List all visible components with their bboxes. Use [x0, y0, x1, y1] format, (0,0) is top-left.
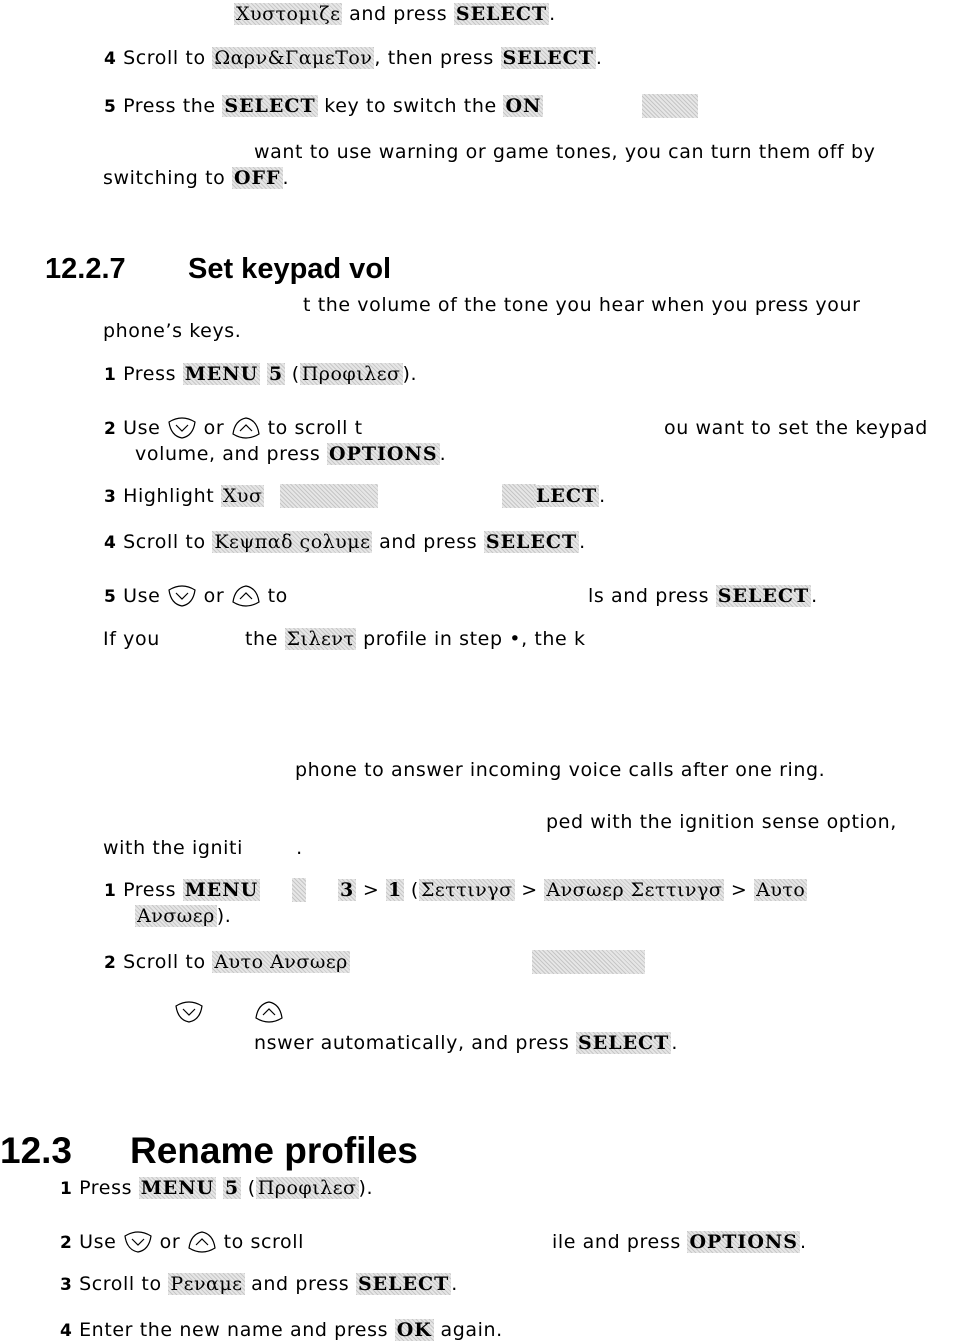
step-1: 1 Press MENU 5 ( Προφιλεσ ). [60, 1177, 374, 1199]
step-2-fragment: ile and press OPTIONS . [552, 1231, 807, 1253]
step-1-fragment: 3 > 1 ( Σεττινγσ > Ανσωερ Σεττινγσ > Αυτο [340, 879, 806, 901]
ok-key: OK [396, 1319, 432, 1341]
section-number: 12.2.7 [45, 253, 126, 285]
ignition-note-line-2: with the igniti . [103, 837, 303, 859]
off-value: OFF [234, 167, 281, 189]
on-value: ON [505, 95, 542, 117]
step-5-fragment: ls and press SELECT . [588, 585, 818, 607]
intro-line-1: t the volume of the tone you hear when you press your [303, 294, 861, 316]
menu-key: MENU [184, 879, 259, 901]
step-1: 1 Press MENU 5 ( Προφιλεσ ). [104, 363, 418, 385]
menu-option-warn-game-tone: Ωαρν&ΓαμεΤον [214, 47, 373, 69]
scroll-down-icon [123, 1230, 153, 1254]
step-number: 1 [60, 1179, 73, 1199]
select-key: SELECT [717, 585, 810, 607]
step-4: 4 Enter the new name and press OK again. [60, 1319, 503, 1341]
intro-line-2: phone’s keys. [103, 320, 242, 342]
step-4: 4 Scroll to Ωαρν&ΓαμεΤον , then press SELECT . [104, 47, 603, 69]
step-2-fragment: ou want to set the keypad [664, 417, 928, 439]
select-key: SELECT [502, 47, 594, 69]
menu-option-profiles: Προφιλεσ [257, 1177, 357, 1199]
step-number: 4 [60, 1321, 73, 1341]
step-3-continuation: Χυστομιζε and press SELECT . [236, 3, 556, 25]
note-fragment-1: If you [103, 628, 160, 650]
step-3: 3 Highlight Χυσ [104, 485, 263, 507]
scroll-up-icon [254, 1000, 284, 1024]
menu-option-silent: Σιλεντ [286, 628, 355, 650]
menu-option-auto-answer: Αυτο Ανσωερ [214, 951, 348, 973]
section-title: Rename profiles [130, 1130, 418, 1171]
step-2-line-2: volume, and press OPTIONS . [135, 443, 447, 465]
menu-option-customize: Χυστομιζε [236, 3, 341, 25]
nav-icons-row-2 [254, 1000, 284, 1024]
select-key: SELECT [485, 531, 578, 553]
scroll-down-icon [167, 416, 197, 440]
scroll-down-icon [167, 584, 197, 608]
menu-key: MENU [184, 363, 259, 385]
step-4: 4 Scroll to Κεψπαδ ςολυμε and press SELECT . [104, 531, 586, 553]
note-fragment-2: the Σιλεντ profile in step •, the k [245, 628, 586, 650]
key-1: 1 [388, 879, 403, 901]
key-3: 3 [340, 879, 355, 901]
note-line-2: switching to OFF . [103, 167, 290, 189]
options-key: OPTIONS [689, 1231, 798, 1253]
step-2: 2 Use or to scroll [60, 1231, 305, 1253]
scroll-up-icon [187, 1230, 217, 1254]
step-number: 4 [104, 533, 117, 553]
step-2: 2 Scroll to Αυτο Ανσωερ [104, 951, 348, 973]
step-5: 5 Press the SELECT key to switch the ON [104, 95, 542, 117]
select-key: SELECT [224, 95, 316, 117]
scroll-up-icon [231, 416, 261, 440]
note-line-1: want to use warning or game tones, you can turn them off by [254, 141, 876, 163]
section-title: Set keypad vol [188, 253, 392, 285]
nav-icons-row [174, 1000, 204, 1024]
step-number: 1 [104, 365, 117, 385]
step-number: 2 [104, 419, 117, 439]
redacted-block [532, 950, 645, 974]
options-key: OPTIONS [329, 443, 438, 465]
menu-option-auto-answer: Αυτο [756, 879, 806, 901]
key-5: 5 [224, 1177, 240, 1199]
ignition-note-line-1: ped with the ignition sense option, [546, 811, 897, 833]
menu-option-settings: Σεττινγσ [420, 879, 513, 901]
menu-option-profiles: Προφιλεσ [301, 363, 401, 385]
step-3-fragment: nswer automatically, and press SELECT . [254, 1032, 678, 1054]
scroll-down-icon [174, 1000, 204, 1024]
step-2: 2 Use or to scroll t [104, 417, 363, 439]
step-number: 2 [60, 1233, 73, 1253]
step-5: 5 Use or to [104, 585, 288, 607]
redacted-block [642, 94, 698, 118]
step-1-line-2: Ανσωερ ). [137, 905, 232, 927]
redacted-block [280, 484, 378, 508]
step-number: 3 [60, 1275, 73, 1295]
scroll-up-icon [231, 584, 261, 608]
menu-key: MENU [140, 1177, 215, 1199]
redacted-block [292, 878, 306, 902]
select-key: LECT [536, 485, 598, 507]
step-number: 2 [104, 953, 117, 973]
step-number: 5 [104, 587, 117, 607]
menu-option-answer-settings: Ανσωερ Σεττινγσ [546, 879, 723, 901]
step-number: 4 [104, 49, 117, 69]
step-number: 5 [104, 97, 117, 117]
step-3-fragment: LECT . [536, 485, 606, 507]
menu-option-auto-answer-cont: Ανσωερ [137, 905, 215, 927]
select-key: SELECT [455, 3, 548, 25]
section-number: 12.3 [0, 1130, 73, 1171]
step-3: 3 Scroll to Ρεναμε and press SELECT . [60, 1273, 458, 1295]
select-key: SELECT [357, 1273, 450, 1295]
step-1: 1 Press MENU [104, 879, 259, 901]
menu-option-rename: Ρεναμε [170, 1273, 243, 1295]
step-number: 3 [104, 487, 117, 507]
step-number: 1 [104, 881, 117, 901]
key-5: 5 [268, 363, 284, 385]
select-key: SELECT [578, 1032, 670, 1054]
redacted-block [502, 484, 536, 508]
menu-option-keypad-volume: Κεψπαδ ςολυμε [214, 531, 371, 553]
menu-option-customize: Χυσ [222, 485, 263, 507]
auto-answer-intro: phone to answer incoming voice calls after one ring. [295, 759, 826, 781]
